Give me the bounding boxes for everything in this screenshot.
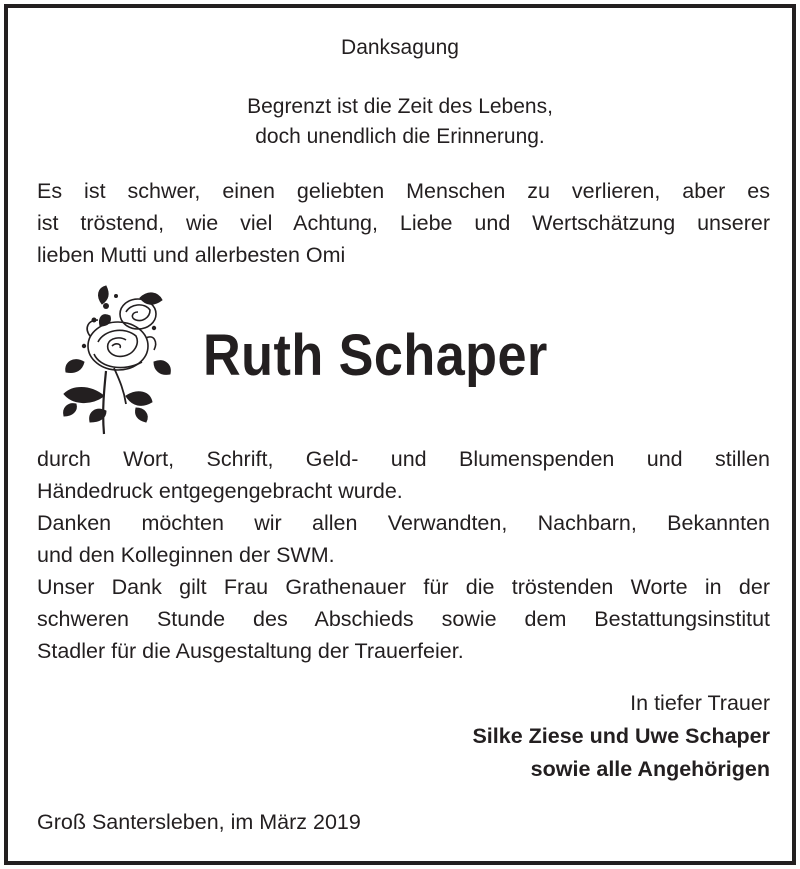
body-line-2: Händedruck entgegengebracht wurde. <box>37 479 403 503</box>
obituary-notice <box>4 4 796 865</box>
intro-line-2: ist tröstend, wie viel Achtung, Liebe und Wertschätzung unserer <box>37 211 770 235</box>
signer-line-1: Silke Ziese und Uwe Schaper <box>472 724 770 748</box>
body-line-3: Danken möchten wir allen Verwandten, Nachbarn, Bekannten <box>37 511 770 535</box>
headline: Danksagung <box>341 36 459 59</box>
mourning-line: In tiefer Trauer <box>630 691 770 715</box>
body-line-4: und den Kolleginnen der SWM. <box>37 543 335 567</box>
body-line-1: durch Wort, Schrift, Geld- und Blumenspenden und stillen <box>37 447 770 471</box>
body-line-7: Stadler für die Ausgestaltung der Trauerfeier. <box>37 639 464 663</box>
motto-line-1: Begrenzt ist die Zeit des Lebens, <box>247 95 553 118</box>
body-line-6: schweren Stunde des Abschieds sowie dem Bestattungsinstitut <box>37 607 770 631</box>
place-date: Groß Santersleben, im März 2019 <box>37 810 361 834</box>
deceased-name: Ruth Schaper <box>203 323 548 388</box>
rose-icon <box>54 276 174 436</box>
motto-line-2: doch unendlich die Erinnerung. <box>255 125 545 148</box>
intro-line-1: Es ist schwer, einen geliebten Menschen zu verlieren, aber es <box>37 179 770 203</box>
intro-line-3: lieben Mutti und allerbesten Omi <box>37 243 346 267</box>
body-line-5: Unser Dank gilt Frau Grathenauer für die tröstenden Worte in der <box>37 575 770 599</box>
signer-line-2: sowie alle Angehörigen <box>530 757 770 781</box>
